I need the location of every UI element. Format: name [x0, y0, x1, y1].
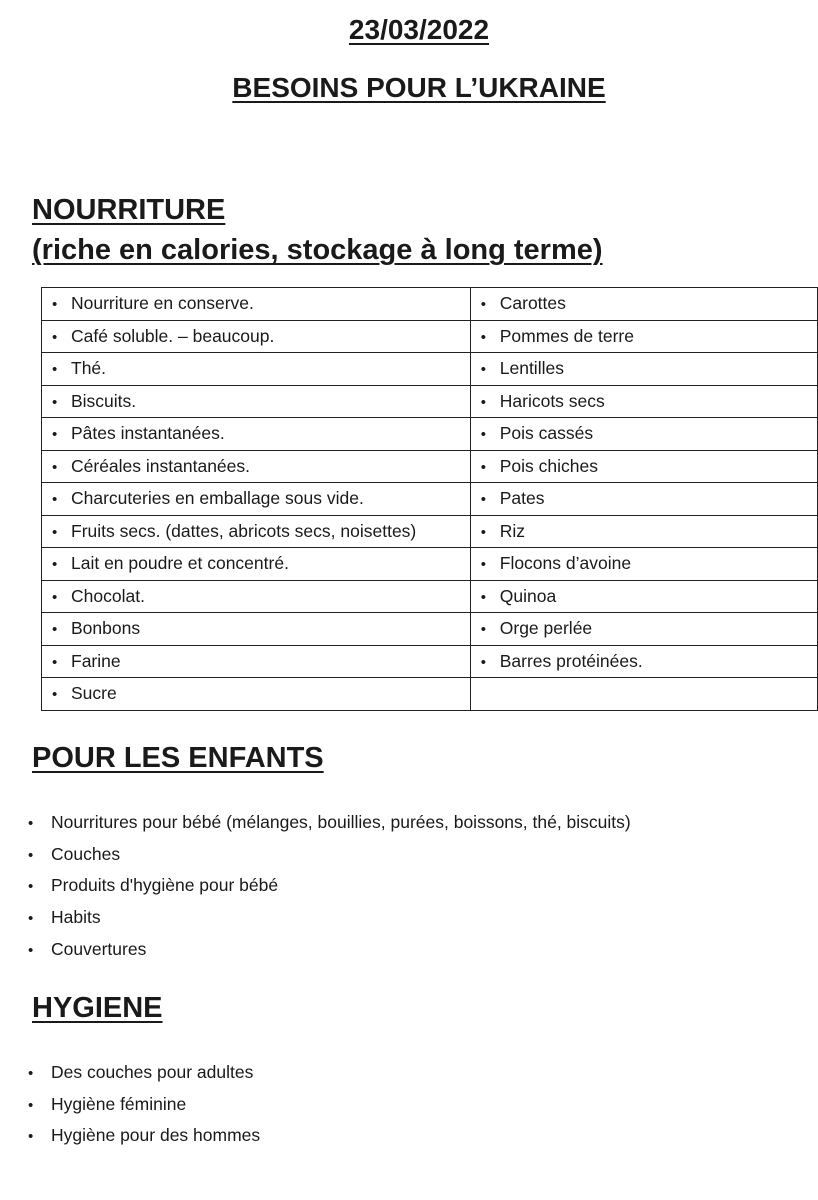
list-item-text: Hygiène pour des hommes [51, 1125, 261, 1146]
list-item-text: Nourritures pour bébé (mélanges, bouillies, purées, boissons, thé, biscuits) [51, 812, 631, 832]
table-cell-left [42, 320, 471, 353]
table-cell-left [42, 353, 471, 386]
list-item-text: Hygiène féminine [51, 1093, 187, 1114]
food-item: Pois cassés [499, 423, 594, 444]
bullet-icon: • [28, 1096, 34, 1114]
bullet-icon: • [28, 878, 34, 896]
food-item: Orge perlée [499, 618, 593, 639]
food-item: Carottes [499, 293, 566, 314]
list-item-text: Habits [51, 907, 101, 928]
bullet-icon: • [52, 556, 58, 574]
table-row [42, 288, 818, 321]
bullet-icon: • [480, 426, 487, 444]
bullet-icon: • [28, 1065, 34, 1082]
list-item [28, 870, 631, 902]
food-item: Lait en poudre et concentré. [71, 553, 289, 574]
table-row [42, 613, 818, 646]
list-item [28, 807, 631, 839]
list-item [28, 1089, 260, 1121]
table-cell-right [470, 645, 817, 678]
table-row [42, 353, 818, 386]
table-cell-right [470, 418, 817, 451]
table-cell-left [42, 613, 471, 646]
food-item: Pâtes instantanées. [71, 423, 225, 444]
table-cell-right [470, 548, 817, 581]
table-row [42, 385, 818, 418]
table-cell-right [470, 320, 817, 353]
bullet-icon: • [480, 621, 487, 639]
table-cell-left [42, 450, 471, 483]
table-cell-right [470, 678, 817, 711]
table-cell-left [42, 580, 471, 613]
food-item: Pois chiches [499, 455, 598, 476]
list-item [28, 902, 631, 934]
bullet-icon: • [28, 941, 34, 959]
list-item-text: Des couches pour adultes [51, 1062, 254, 1082]
bullet-icon: • [480, 361, 487, 379]
bullet-icon: • [52, 588, 58, 606]
bullet-icon: • [52, 686, 58, 704]
food-item: Sucre [71, 683, 117, 704]
table-cell-left [42, 288, 471, 321]
table-cell-right [470, 515, 817, 548]
bullet-icon: • [28, 815, 34, 832]
food-title-line2: (riche en calories, stockage à long terme) [32, 234, 603, 266]
table-cell-left [42, 515, 471, 548]
food-item: Barres protéinées. [499, 650, 643, 671]
food-item: Charcuteries en emballage sous vide. [71, 488, 364, 509]
bullet-icon: • [480, 458, 487, 476]
hygiene-list [28, 1057, 260, 1152]
bullet-icon: • [480, 393, 487, 411]
food-item: Haricots secs [499, 390, 605, 411]
bullet-icon: • [28, 910, 34, 928]
hygiene-section-title: HYGIENE [32, 992, 163, 1024]
bullet-icon: • [480, 491, 487, 509]
bullet-icon: • [52, 523, 58, 541]
table-row [42, 515, 818, 548]
bullet-icon: • [480, 523, 487, 541]
food-item: Quinoa [499, 585, 557, 606]
bullet-icon: • [52, 296, 58, 314]
table-cell-right [470, 450, 817, 483]
food-section-title [32, 190, 603, 270]
bullet-icon: • [480, 328, 487, 346]
table-cell-left [42, 385, 471, 418]
table-cell-left [42, 548, 471, 581]
bullet-icon: • [52, 328, 58, 346]
list-item-text: Couvertures [51, 938, 147, 959]
list-item [28, 1120, 260, 1152]
table-row [42, 320, 818, 353]
bullet-icon: • [480, 296, 487, 314]
food-item: Riz [499, 520, 526, 541]
list-item [28, 1057, 260, 1089]
food-item: Biscuits. [71, 390, 137, 411]
table-cell-right [470, 613, 817, 646]
bullet-icon: • [52, 491, 58, 509]
bullet-icon: • [480, 588, 487, 606]
list-item-text: Couches [51, 843, 121, 864]
bullet-icon: • [52, 361, 58, 379]
bullet-icon: • [480, 556, 487, 574]
food-item: Céréales instantanées. [71, 455, 250, 476]
table-row [42, 678, 818, 711]
bullet-icon: • [52, 653, 58, 671]
table-row [42, 645, 818, 678]
food-item: Farine [71, 650, 121, 671]
bullet-icon: • [52, 621, 58, 639]
food-item: Chocolat. [71, 585, 145, 606]
food-item: Pommes de terre [499, 325, 634, 346]
table-cell-right [470, 288, 817, 321]
food-item: Café soluble. – beaucoup. [71, 325, 275, 346]
children-section-title: POUR LES ENFANTS [32, 742, 324, 774]
table-cell-left [42, 418, 471, 451]
food-item: Fruits secs. (dattes, abricots secs, noisettes) [71, 520, 417, 541]
bullet-icon: • [52, 393, 58, 411]
bullet-icon: • [52, 426, 58, 444]
food-table [41, 287, 818, 711]
food-item: Thé. [71, 358, 107, 379]
food-item: Pates [499, 488, 545, 509]
table-cell-right [470, 385, 817, 418]
list-item [28, 934, 631, 966]
food-item: Nourriture en conserve. [71, 293, 254, 314]
table-cell-right [470, 353, 817, 386]
table-row [42, 418, 818, 451]
food-item: Bonbons [71, 618, 141, 639]
bullet-icon: • [28, 1128, 34, 1146]
table-cell-left [42, 483, 471, 516]
bullet-icon: • [480, 653, 487, 671]
table-cell-left [42, 645, 471, 678]
food-title-line1: NOURRITURE [32, 194, 226, 226]
list-item [28, 839, 631, 871]
table-row [42, 450, 818, 483]
document-title: BESOINS POUR L’UKRAINE [232, 72, 606, 103]
document-date: 23/03/2022 [348, 14, 490, 45]
table-row [42, 483, 818, 516]
list-item-text: Produits d'hygiène pour bébé [51, 875, 279, 896]
children-list [28, 807, 631, 965]
bullet-icon: • [52, 458, 58, 476]
table-cell-right [470, 483, 817, 516]
table-row [42, 548, 818, 581]
bullet-icon: • [28, 846, 34, 864]
table-row [42, 580, 818, 613]
food-item: Flocons d’avoine [499, 553, 632, 574]
table-cell-left [42, 678, 471, 711]
food-item: Lentilles [499, 358, 564, 379]
table-cell-right [470, 580, 817, 613]
